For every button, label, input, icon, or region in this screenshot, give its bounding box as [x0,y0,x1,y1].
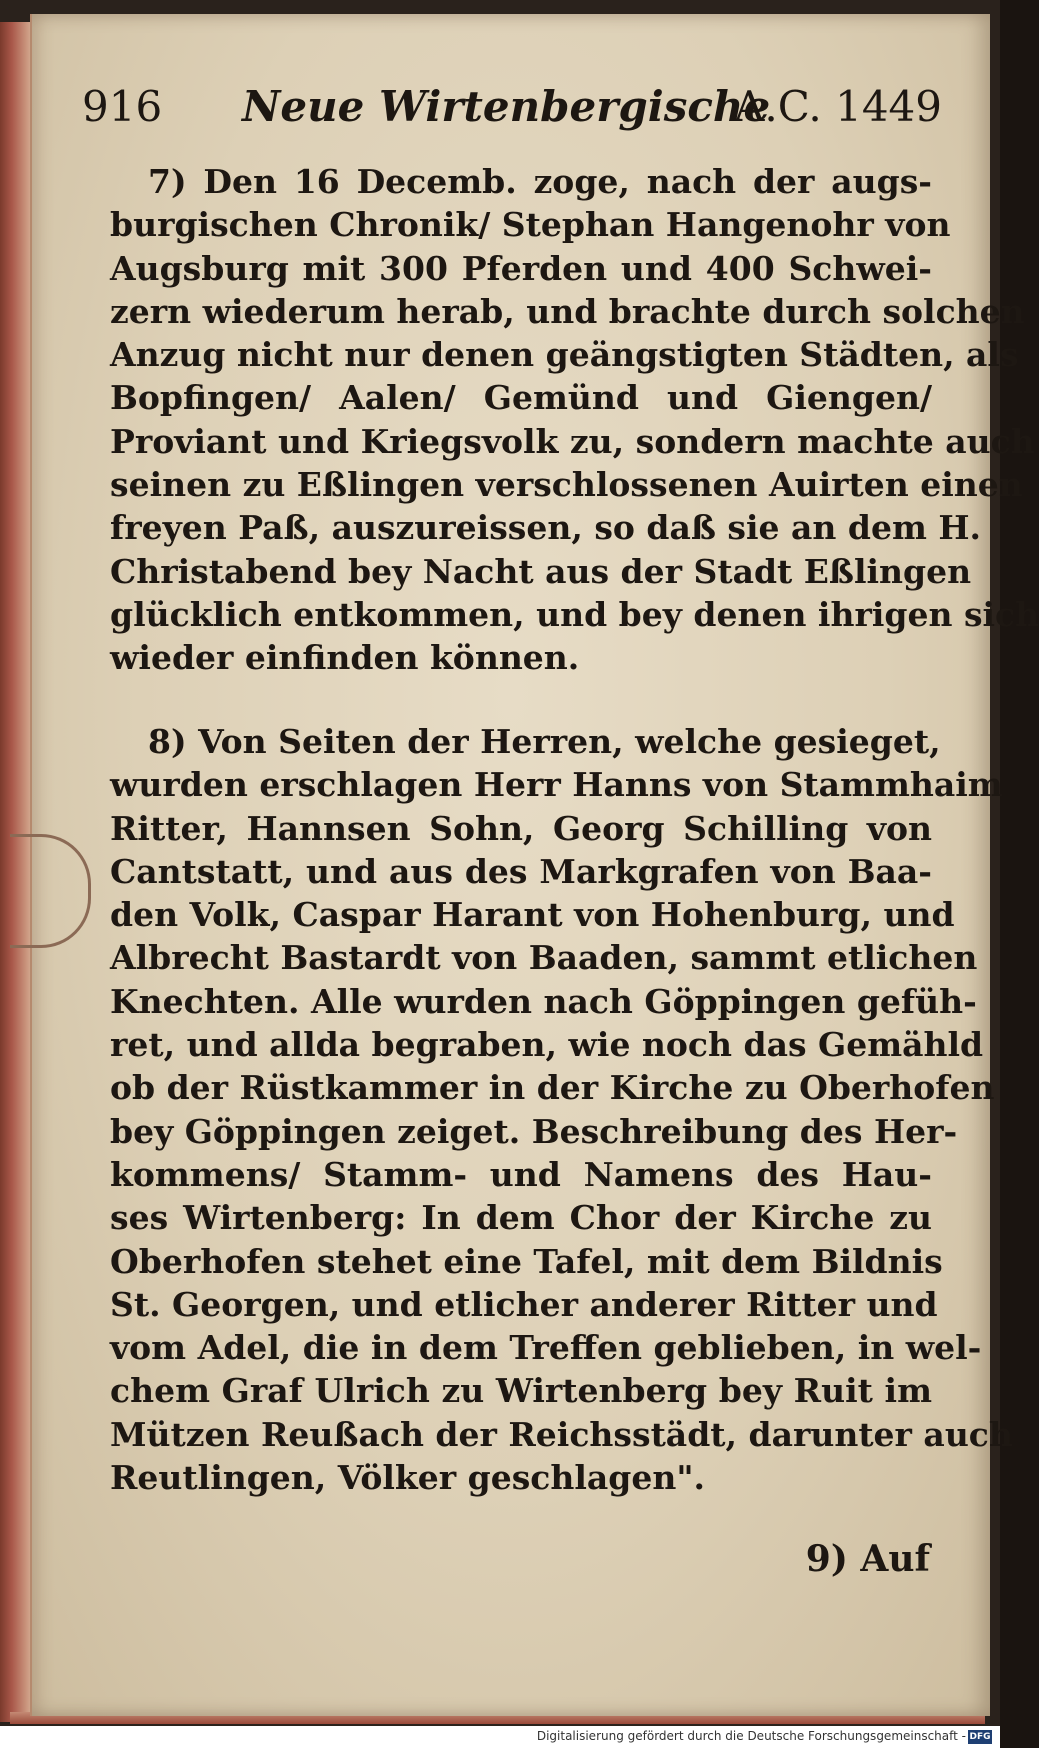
text-line: chem Graf Ulrich zu Wirtenberg bey Ruit im [110,1371,932,1411]
text-line: St. Georgen, und etlicher anderer Ritter und [110,1284,938,1324]
page-clasp-mark [10,834,91,948]
text-line: 7) Den 16 Decemb. zoge, nach der augs- [148,162,932,201]
text-line: Mützen Reußach der Reichsstädt, darunter auch [110,1414,1013,1454]
text-line: kommens/ Stamm- und Namens des Hau- [110,1154,932,1194]
text-line: Ritter, Hannsen Sohn, Georg Schilling von [110,808,932,848]
catchword: 9) Auf [805,1538,930,1580]
text-line: wieder einfinden können. [110,638,580,678]
text-line: Reutlingen, Völker geschlagen". [110,1458,706,1498]
text-line: Albrecht Bastardt von Baaden, sammt etlichen [110,938,978,978]
text-line: freyen Paß, auszureissen, so daß sie an dem H. [110,508,982,548]
running-header [82,70,942,140]
text-line: bey Göppingen zeiget. Beschreibung des Her- [110,1111,958,1151]
text-line: Proviant und Kriegsvolk zu, sondern machte auch [110,421,1035,461]
header-year: A.C. 1449 [734,82,942,131]
text-line: Christabend bey Nacht aus der Stadt Eßlingen [110,551,972,591]
text-line: den Volk, Caspar Harant von Hohenburg, und [110,895,955,935]
paragraph-8 [110,720,1013,1499]
text-line: glücklich entkommen, und bey denen ihrigen sich [110,594,1039,634]
text-line: Oberhofen stehet eine Tafel, mit dem Bildnis [110,1241,943,1281]
page-number: 916 [82,82,163,131]
text-line: wurden erschlagen Herr Hanns von Stammhaim [110,765,1003,805]
text-line: 8) Von Seiten der Herren, welche gesieget, [148,722,941,761]
digitization-footer [0,1726,1000,1748]
text-line: ob der Rüstkammer in der Kirche zu Oberhofen [110,1068,995,1108]
text-line: ses Wirtenberg: In dem Chor der Kirche zu [110,1198,932,1238]
text-line: Augsburg mit 300 Pferden und 400 Schwei- [110,248,932,288]
text-line: seinen zu Eßlingen verschlossenen Auirten einen [110,465,1023,505]
text-line: Bopfingen/ Aalen/ Gemünd und Giengen/ [110,378,932,418]
running-title: Neue Wirtenbergische [242,82,771,131]
text-line: Knechten. Alle wurden nach Göppingen gefüh- [110,981,977,1021]
text-line: ret, und allda begraben, wie noch das Gemähld [110,1025,984,1065]
text-line: burgischen Chronik/ Stephan Hangenohr von [110,205,951,245]
paragraph-7 [110,160,1039,680]
text-line: vom Adel, die in dem Treffen geblieben, in wel- [110,1328,982,1368]
text-line: zern wiederum herab, und brachte durch solchen [110,291,1025,331]
dfg-logo: DFG [969,1732,991,1742]
funding-credit: Digitalisierung gefördert durch die Deutsche Forschungsgemeinschaft - [536,1729,966,1743]
text-line: Anzug nicht nur denen geängstigten Städten, als [110,335,1019,375]
text-line: Cantstatt, und aus des Markgrafen von Baa- [110,851,932,891]
